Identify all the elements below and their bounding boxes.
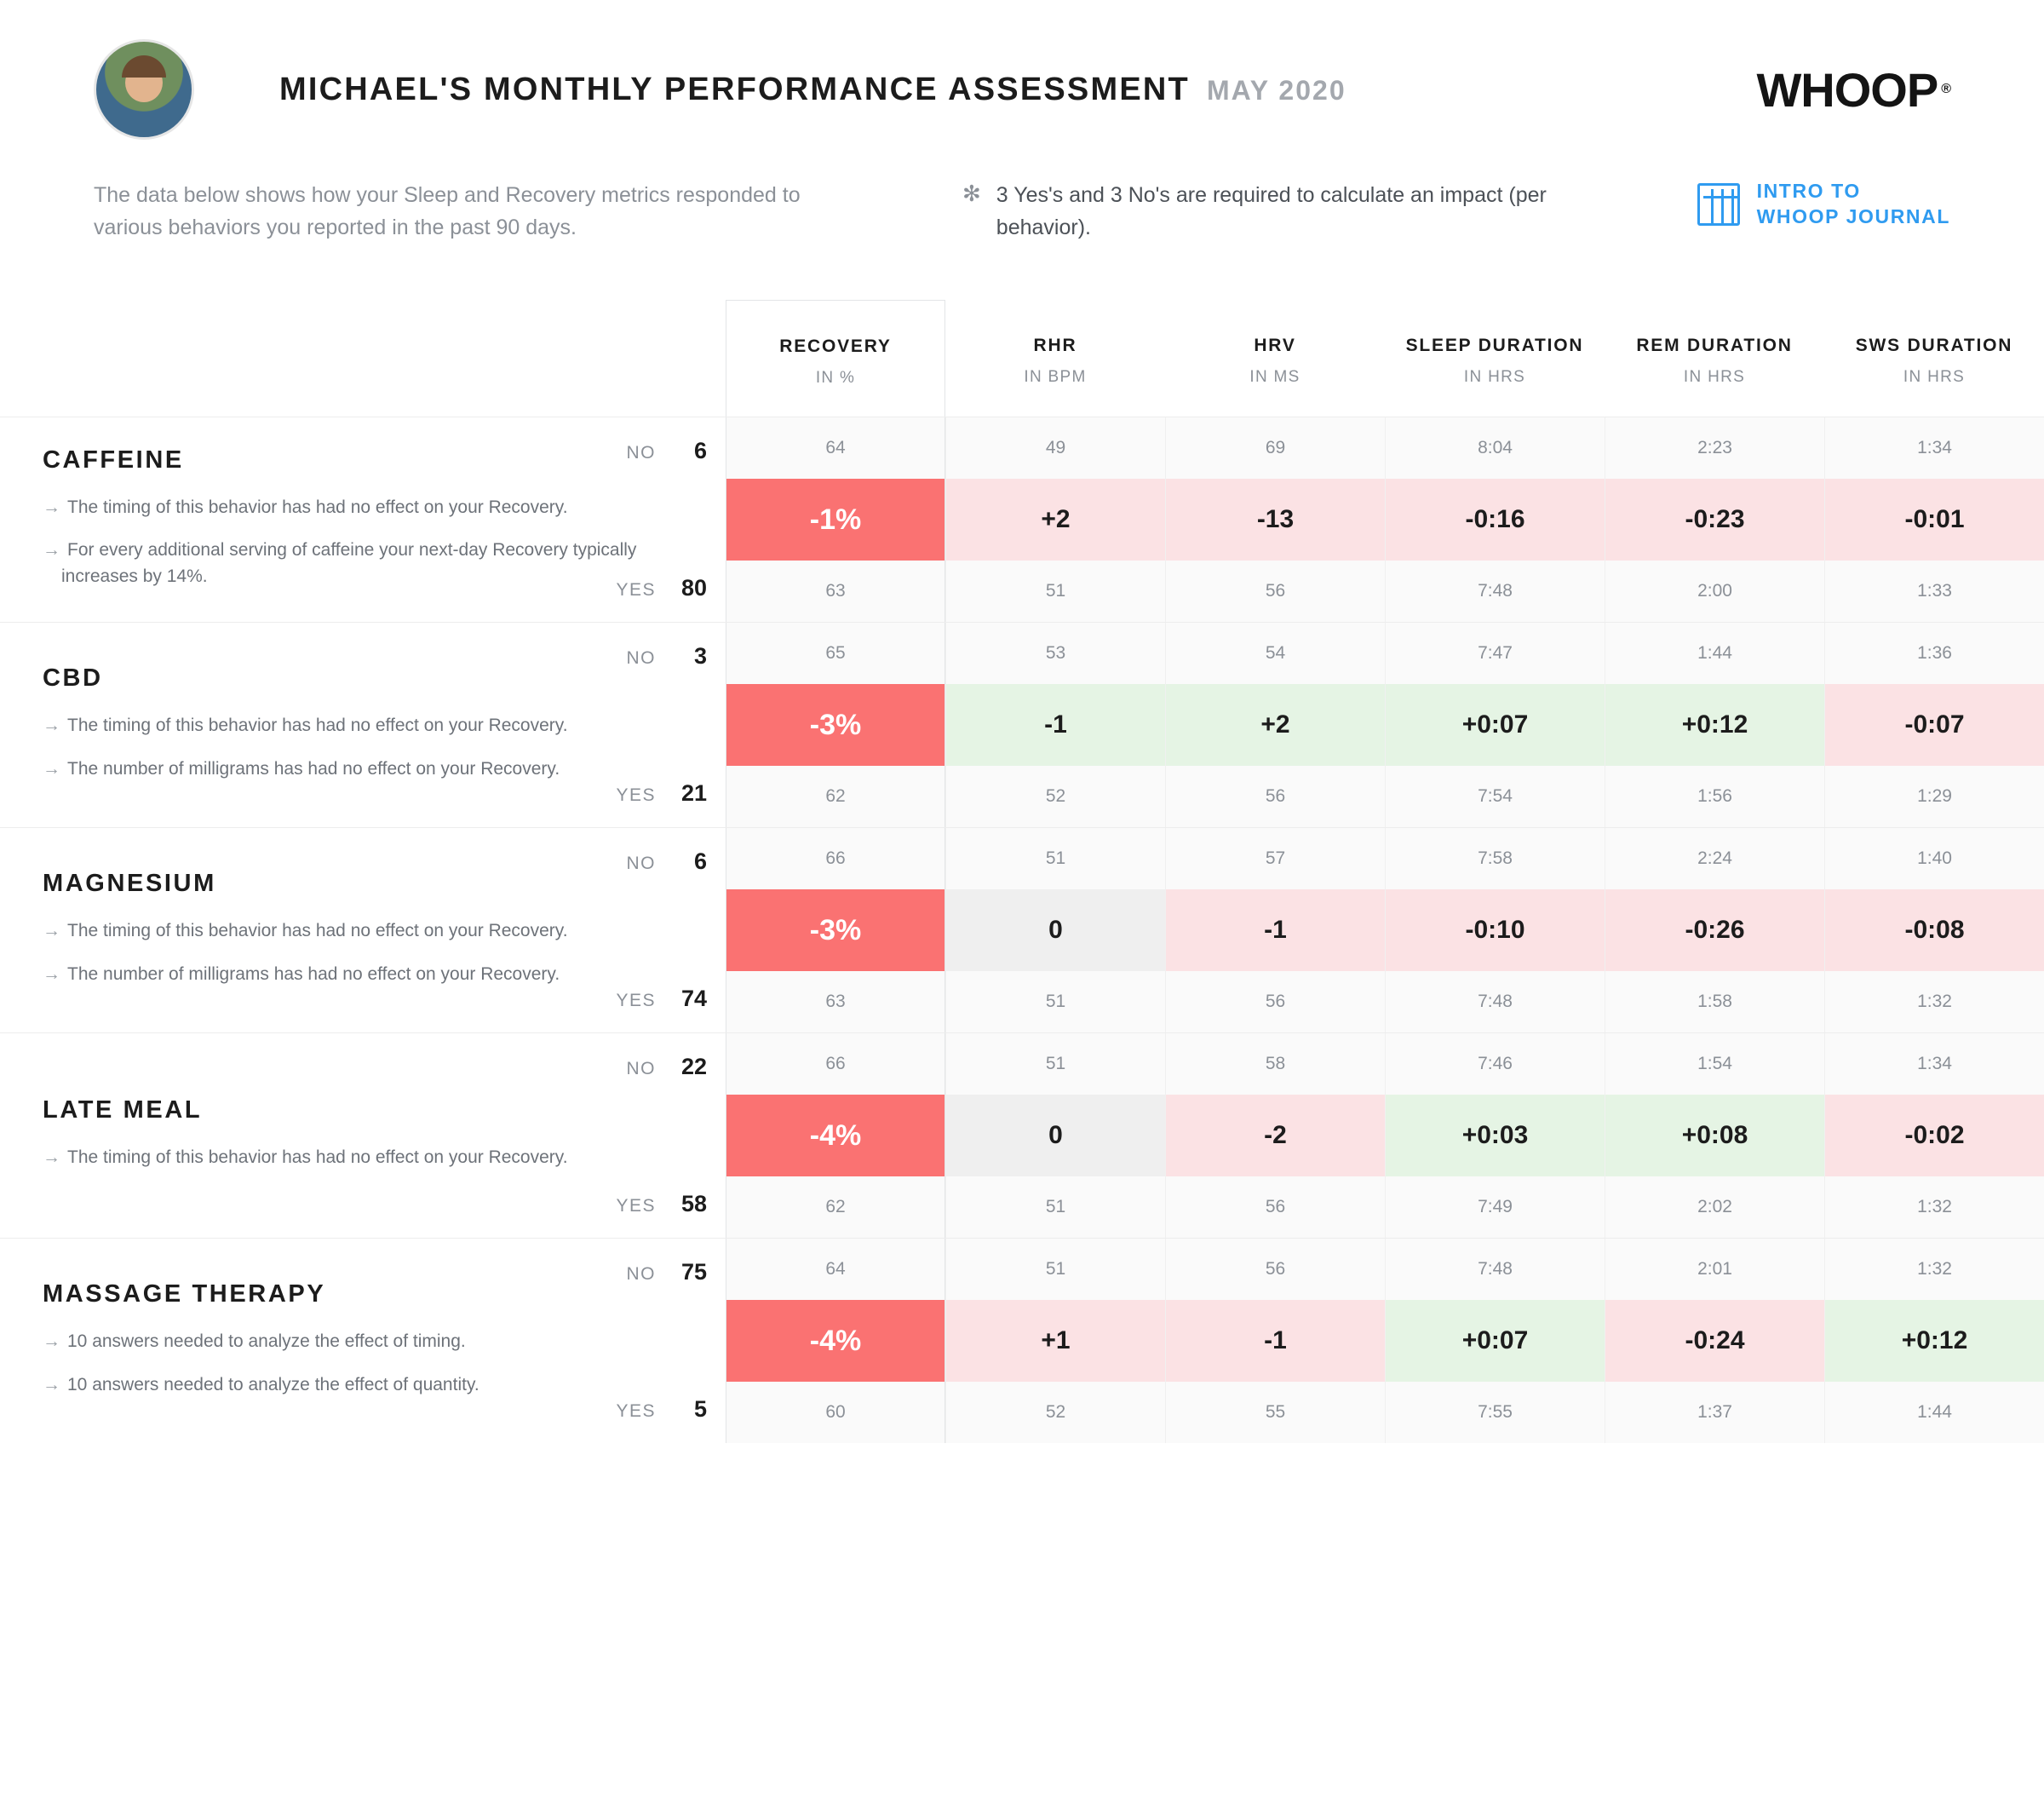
no-baseline-value: 64 [726, 417, 944, 479]
column-header-name: RECOVERY [779, 336, 892, 356]
delta-value: -13 [1166, 479, 1385, 561]
journal-link-label [1757, 179, 1950, 230]
answer-counts [545, 1033, 707, 1238]
registered-mark: ® [1941, 82, 1950, 96]
metric-column [1385, 417, 1605, 622]
delta-value: +0:12 [1825, 1300, 2044, 1382]
no-baseline-value: 1:34 [1825, 417, 2044, 479]
no-baseline-value: 1:44 [1605, 623, 1824, 684]
yes-baseline-value: 63 [726, 971, 944, 1032]
count-no [545, 438, 707, 464]
no-baseline-value: 7:46 [1386, 1033, 1605, 1095]
table-row [0, 622, 2044, 827]
count-no [545, 1259, 707, 1285]
no-baseline-value: 64 [726, 1239, 944, 1300]
column-header-unit: IN HRS [1683, 368, 1746, 386]
intro-to-whoop-journal-link[interactable] [1697, 179, 1950, 230]
delta-value: -0:10 [1386, 889, 1605, 971]
count-label: NO [626, 1059, 656, 1078]
metric-column [1385, 1033, 1605, 1238]
delta-value: 0 [946, 1095, 1165, 1176]
behavior-insight-text: For every additional serving of caffeine your next-day Recovery typically increases by 14%. [61, 540, 637, 586]
no-baseline-value: 7:58 [1386, 828, 1605, 889]
delta-value: -4% [726, 1095, 944, 1176]
metric-column [1605, 1239, 1824, 1443]
yes-baseline-value: 52 [946, 1382, 1165, 1443]
yes-baseline-value: 56 [1166, 766, 1385, 827]
no-baseline-value: 1:54 [1605, 1033, 1824, 1095]
journal-link-line1: INTRO TO [1756, 180, 1861, 202]
asterisk-icon: ✻ [962, 181, 981, 206]
arrow-icon: → [43, 716, 60, 736]
delta-value: +2 [946, 479, 1165, 561]
metric-column [945, 623, 1165, 827]
metric-column [1385, 828, 1605, 1032]
count-yes [545, 780, 707, 807]
page-title: MICHAEL'S MONTHLY PERFORMANCE ASSESSMENT [279, 71, 1190, 107]
behavior-insight-text: 10 answers needed to analyze the effect of quantity. [67, 1374, 479, 1394]
column-header-unit: IN BPM [1024, 368, 1087, 386]
arrow-icon: → [43, 921, 60, 941]
count-value: 22 [680, 1054, 707, 1079]
behavior-insight-text: The timing of this behavior has had no effect on your Recovery. [67, 716, 568, 736]
yes-baseline-value: 1:37 [1605, 1382, 1824, 1443]
count-no [545, 1054, 707, 1080]
count-label: YES [616, 1401, 656, 1421]
behavior-label-cell [0, 1033, 726, 1238]
delta-value: -3% [726, 889, 944, 971]
no-baseline-value: 66 [726, 828, 944, 889]
journal-icon [1697, 183, 1740, 226]
count-label: YES [616, 1196, 656, 1216]
count-value: 5 [693, 1396, 707, 1422]
metric-column [1165, 1239, 1385, 1443]
metric-column [1605, 623, 1824, 827]
metric-column [1385, 623, 1605, 827]
no-baseline-value: 49 [946, 417, 1165, 479]
behavior-insight-text: The number of milligrams has had no effect on your Recovery. [67, 963, 560, 984]
yes-baseline-value: 1:29 [1825, 766, 2044, 827]
yes-baseline-value: 51 [946, 1176, 1165, 1238]
no-baseline-value: 58 [1166, 1033, 1385, 1095]
metric-column [1385, 1239, 1605, 1443]
no-baseline-value: 8:04 [1386, 417, 1605, 479]
behavior-name: MASSAGE THERAPY [43, 1280, 326, 1308]
column-header-name: HRV [1254, 336, 1296, 355]
no-baseline-value: 1:32 [1825, 1239, 2044, 1300]
arrow-icon: → [43, 1331, 60, 1352]
no-baseline-value: 51 [946, 1033, 1165, 1095]
behavior-label-cell [0, 417, 726, 622]
answer-counts [545, 1239, 707, 1443]
delta-value: -0:07 [1825, 684, 2044, 766]
column-header-unit: IN HRS [1903, 368, 1966, 386]
metric-grid [726, 1033, 2044, 1238]
count-value: 6 [693, 848, 707, 874]
yes-baseline-value: 51 [946, 971, 1165, 1032]
title-block [279, 72, 1756, 108]
requirement-note-text: 3 Yes's and 3 No's are required to calculate an impact (per behavior). [996, 183, 1547, 239]
arrow-icon: → [43, 1147, 60, 1168]
no-baseline-value: 65 [726, 623, 944, 684]
column-header-unit: IN HRS [1463, 368, 1526, 386]
metric-column [726, 1033, 945, 1238]
count-value: 6 [693, 438, 707, 463]
yes-baseline-value: 63 [726, 561, 944, 622]
yes-baseline-value: 62 [726, 1176, 944, 1238]
metric-column [726, 1239, 945, 1443]
delta-value: +0:07 [1386, 684, 1605, 766]
table-row [0, 1032, 2044, 1238]
metric-column [945, 417, 1165, 622]
arrow-icon: → [43, 758, 60, 779]
journal-link-line2: WHOOP JOURNAL [1756, 204, 1950, 227]
table-header-row [0, 300, 2044, 417]
delta-value: -3% [726, 684, 944, 766]
metric-column [1165, 623, 1385, 827]
metric-column [726, 417, 945, 622]
count-yes [545, 1396, 707, 1423]
no-baseline-value: 2:24 [1605, 828, 1824, 889]
arrow-icon: → [43, 963, 60, 984]
behavior-insight-text: 10 answers needed to analyze the effect of timing. [67, 1331, 466, 1352]
delta-value: -1 [1166, 1300, 1385, 1382]
count-value: 75 [680, 1259, 707, 1285]
yes-baseline-value: 1:58 [1605, 971, 1824, 1032]
yes-baseline-value: 1:33 [1825, 561, 2044, 622]
metric-headers [726, 300, 2044, 417]
delta-value: -0:23 [1605, 479, 1824, 561]
count-label: NO [626, 648, 656, 668]
header-spacer [0, 300, 726, 417]
count-no [545, 848, 707, 875]
behavior-label-cell [0, 623, 726, 827]
yes-baseline-value: 60 [726, 1382, 944, 1443]
no-baseline-value: 56 [1166, 1239, 1385, 1300]
metric-grid [726, 828, 2044, 1032]
no-baseline-value: 7:47 [1386, 623, 1605, 684]
behavior-insight-text: The timing of this behavior has had no effect on your Recovery. [67, 1147, 568, 1168]
behavior-label-cell [0, 1239, 726, 1443]
count-label: YES [616, 580, 656, 600]
metric-column [1824, 828, 2044, 1032]
no-baseline-value: 2:23 [1605, 417, 1824, 479]
yes-baseline-value: 55 [1166, 1382, 1385, 1443]
no-baseline-value: 1:40 [1825, 828, 2044, 889]
yes-baseline-value: 7:49 [1386, 1176, 1605, 1238]
yes-baseline-value: 56 [1166, 971, 1385, 1032]
yes-baseline-value: 7:54 [1386, 766, 1605, 827]
metric-column [1824, 1033, 2044, 1238]
metric-column [1824, 1239, 2044, 1443]
yes-baseline-value: 62 [726, 766, 944, 827]
metric-column [945, 828, 1165, 1032]
delta-value: +0:03 [1386, 1095, 1605, 1176]
metric-grid [726, 1239, 2044, 1443]
metric-column [945, 1239, 1165, 1443]
table-body [0, 417, 2044, 1443]
metric-column [1165, 417, 1385, 622]
yes-baseline-value: 7:55 [1386, 1382, 1605, 1443]
no-baseline-value: 53 [946, 623, 1165, 684]
arrow-icon: → [43, 1374, 60, 1394]
column-header-name: RHR [1033, 336, 1077, 355]
metric-column [1605, 828, 1824, 1032]
delta-value: +0:12 [1605, 684, 1824, 766]
column-header-rem-duration [1605, 300, 1824, 417]
yes-baseline-value: 1:44 [1825, 1382, 2044, 1443]
yes-baseline-value: 2:02 [1605, 1176, 1824, 1238]
delta-value: -0:08 [1825, 889, 2044, 971]
behavior-name: MAGNESIUM [43, 870, 216, 898]
count-yes [545, 575, 707, 601]
yes-baseline-value: 1:56 [1605, 766, 1824, 827]
delta-value: -2 [1166, 1095, 1385, 1176]
delta-value: -4% [726, 1300, 944, 1382]
column-header-recovery [726, 300, 945, 417]
column-header-sws-duration [1824, 300, 2044, 417]
delta-value: -1% [726, 479, 944, 561]
count-label: NO [626, 443, 656, 463]
delta-value: -0:16 [1386, 479, 1605, 561]
count-value: 21 [680, 780, 707, 806]
metric-column [1165, 1033, 1385, 1238]
no-baseline-value: 7:48 [1386, 1239, 1605, 1300]
behavior-label-cell [0, 828, 726, 1032]
column-header-unit: IN MS [1249, 368, 1300, 386]
delta-value: +0:07 [1386, 1300, 1605, 1382]
count-label: NO [626, 854, 656, 873]
yes-baseline-value: 7:48 [1386, 971, 1605, 1032]
intro-paragraph: The data below shows how your Sleep and Recovery metrics responded to various behaviors you reported in the past 90 days. [94, 183, 801, 239]
answer-counts [545, 623, 707, 827]
delta-value: -0:26 [1605, 889, 1824, 971]
yes-baseline-value: 2:00 [1605, 561, 1824, 622]
no-baseline-value: 66 [726, 1033, 944, 1095]
count-label: YES [616, 785, 656, 805]
yes-baseline-value: 51 [946, 561, 1165, 622]
column-header-name: REM DURATION [1636, 336, 1793, 355]
behavior-name: CAFFEINE [43, 446, 184, 474]
no-baseline-value: 1:34 [1825, 1033, 2044, 1095]
whoop-logo [1756, 62, 1950, 118]
delta-value: -1 [946, 684, 1165, 766]
no-baseline-value: 1:36 [1825, 623, 2044, 684]
arrow-icon: → [43, 497, 60, 517]
yes-baseline-value: 1:32 [1825, 971, 2044, 1032]
no-baseline-value: 51 [946, 1239, 1165, 1300]
metric-column [1824, 417, 2044, 622]
delta-value: -0:24 [1605, 1300, 1824, 1382]
delta-value: +1 [946, 1300, 1165, 1382]
no-baseline-value: 69 [1166, 417, 1385, 479]
no-baseline-value: 54 [1166, 623, 1385, 684]
metric-grid [726, 417, 2044, 622]
avatar [94, 39, 194, 140]
table-row [0, 827, 2044, 1032]
count-value: 3 [693, 643, 707, 669]
metric-column [1165, 828, 1385, 1032]
delta-value: 0 [946, 889, 1165, 971]
delta-value: +2 [1166, 684, 1385, 766]
yes-baseline-value: 52 [946, 766, 1165, 827]
metric-column [726, 623, 945, 827]
behavior-insight-text: The timing of this behavior has had no effect on your Recovery. [67, 497, 568, 517]
no-baseline-value: 57 [1166, 828, 1385, 889]
column-header-rhr [945, 300, 1165, 417]
no-baseline-value: 51 [946, 828, 1165, 889]
count-value: 58 [680, 1191, 707, 1216]
count-no [545, 643, 707, 670]
column-header-name: SWS DURATION [1855, 336, 2013, 355]
no-baseline-value: 2:01 [1605, 1239, 1824, 1300]
delta-value: +0:08 [1605, 1095, 1824, 1176]
metric-column [1605, 1033, 1824, 1238]
yes-baseline-value: 56 [1166, 561, 1385, 622]
count-yes [545, 986, 707, 1012]
metric-grid [726, 623, 2044, 827]
report-month: MAY 2020 [1206, 74, 1346, 106]
count-value: 74 [680, 986, 707, 1011]
report-subheader [0, 140, 2044, 244]
behavior-insight-text: The number of milligrams has had no effect on your Recovery. [67, 758, 560, 779]
column-header-unit: IN % [815, 369, 856, 387]
delta-value: -0:02 [1825, 1095, 2044, 1176]
behavior-insight-text: The timing of this behavior has had no effect on your Recovery. [67, 921, 568, 941]
answer-counts [545, 417, 707, 622]
delta-value: -1 [1166, 889, 1385, 971]
yes-baseline-value: 7:48 [1386, 561, 1605, 622]
answer-counts [545, 828, 707, 1032]
count-label: NO [626, 1264, 656, 1284]
arrow-icon: → [43, 540, 60, 561]
behavior-name: LATE MEAL [43, 1096, 203, 1124]
requirement-note [962, 179, 1559, 244]
column-header-sleep-duration [1385, 300, 1605, 417]
count-label: YES [616, 991, 656, 1010]
delta-value: -0:01 [1825, 479, 2044, 561]
column-header-name: SLEEP DURATION [1405, 336, 1584, 355]
count-value: 80 [680, 575, 707, 601]
behavior-name: CBD [43, 664, 103, 693]
table-row [0, 417, 2044, 622]
metric-column [1605, 417, 1824, 622]
count-yes [545, 1191, 707, 1217]
metric-column [726, 828, 945, 1032]
metric-column [1824, 623, 2044, 827]
behavior-table [0, 300, 2044, 1443]
whoop-wordmark: WHOOP [1756, 62, 1938, 117]
metric-column [945, 1033, 1165, 1238]
yes-baseline-value: 56 [1166, 1176, 1385, 1238]
table-row [0, 1238, 2044, 1443]
column-header-hrv [1165, 300, 1385, 417]
report-header [0, 0, 2044, 140]
yes-baseline-value: 1:32 [1825, 1176, 2044, 1238]
